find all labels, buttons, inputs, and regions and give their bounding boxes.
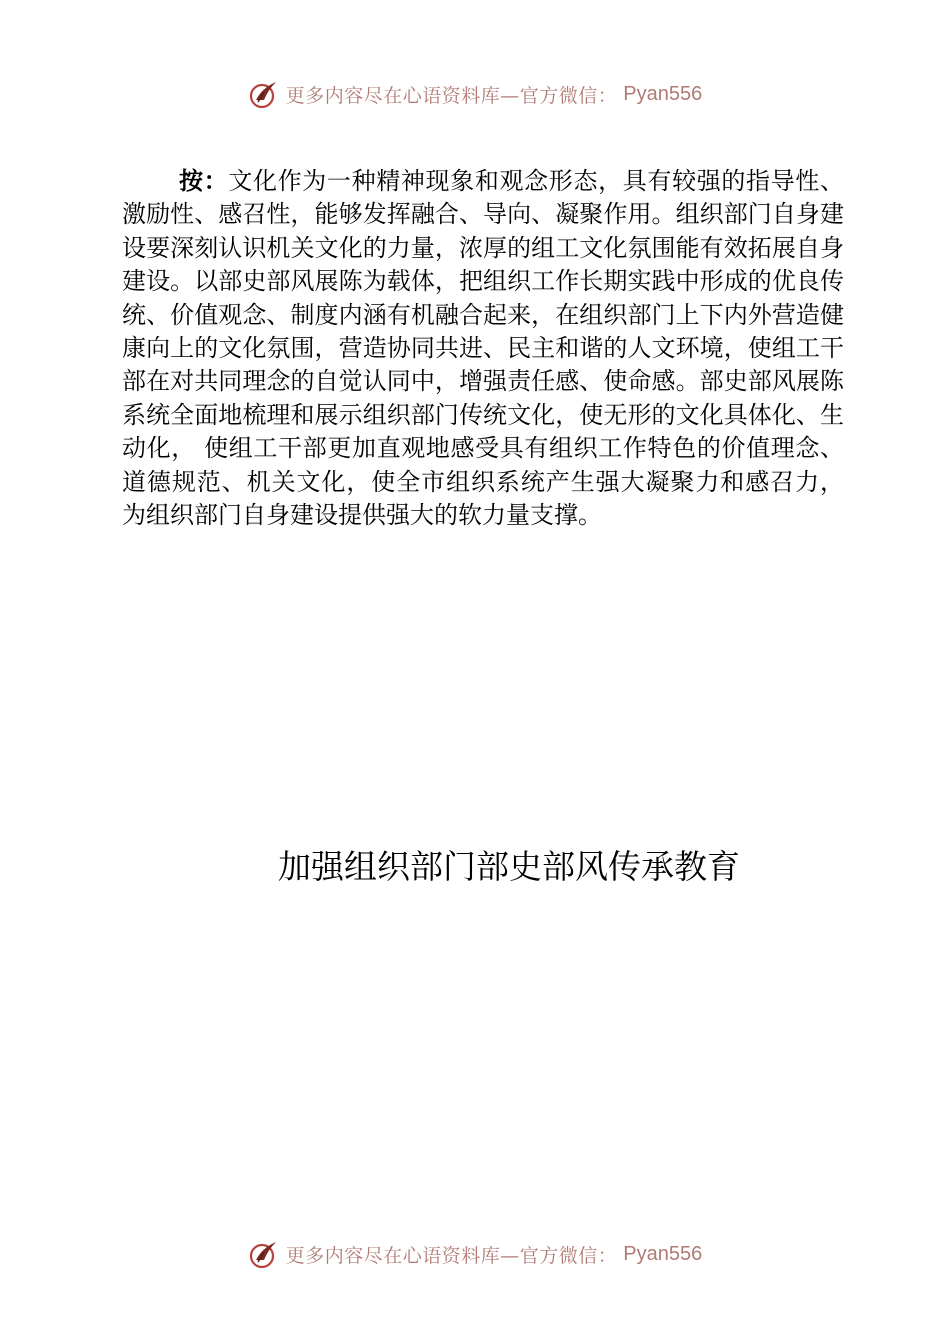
footer-watermark <box>0 1234 950 1274</box>
watermark-text: 更多内容尽在心语资料库—官方微信： <box>285 1244 618 1267</box>
watermark-text: 更多内容尽在心语资料库—官方微信： <box>285 84 618 107</box>
header-watermark <box>0 74 950 114</box>
body-paragraph <box>122 165 844 532</box>
paragraph-lead: 按： <box>179 167 229 195</box>
watermark-group <box>248 78 702 110</box>
paragraph-text: 文化作为一种精神现象和观念形态，具有较强的指导性、激励性、感召性，能够发挥融合、导向、凝聚作用。组织部门自身建设要深刻认识机关文化的力量，浓厚的组工文化氛围能有效拓展自身建设。以部史部风展陈为载体，把组织工作长期实践中形成的优良传统、价值观念、制度内涵有机融合起来，在组织部门上下内外营造健康向上的文化氛围，营造协同共进、民主和谐的人文环境，使组工干部在对共同理念的自觉认同中，增强责任感、使命感。部史部风展陈系统全面地梳理和展示组织部门传统文化，使无形的文化具体化、生动化， 使组工干部更加直观地感受具有组织工作特色的价值理念、道德规范、机关文化，使全市组织系统产生强大凝聚力和感召力， 为组织部门自身建设提供强大的软力量支撑。 <box>122 167 845 530</box>
watermark-wechat-id: Pyan556 <box>623 82 703 105</box>
watermark-wechat-id: Pyan556 <box>623 1242 703 1265</box>
quill-seal-logo-icon <box>248 78 280 110</box>
section-title: 加强组织部门部史部风传承教育 <box>278 847 740 886</box>
watermark-group <box>248 1238 702 1270</box>
quill-seal-logo-icon <box>248 1238 280 1270</box>
